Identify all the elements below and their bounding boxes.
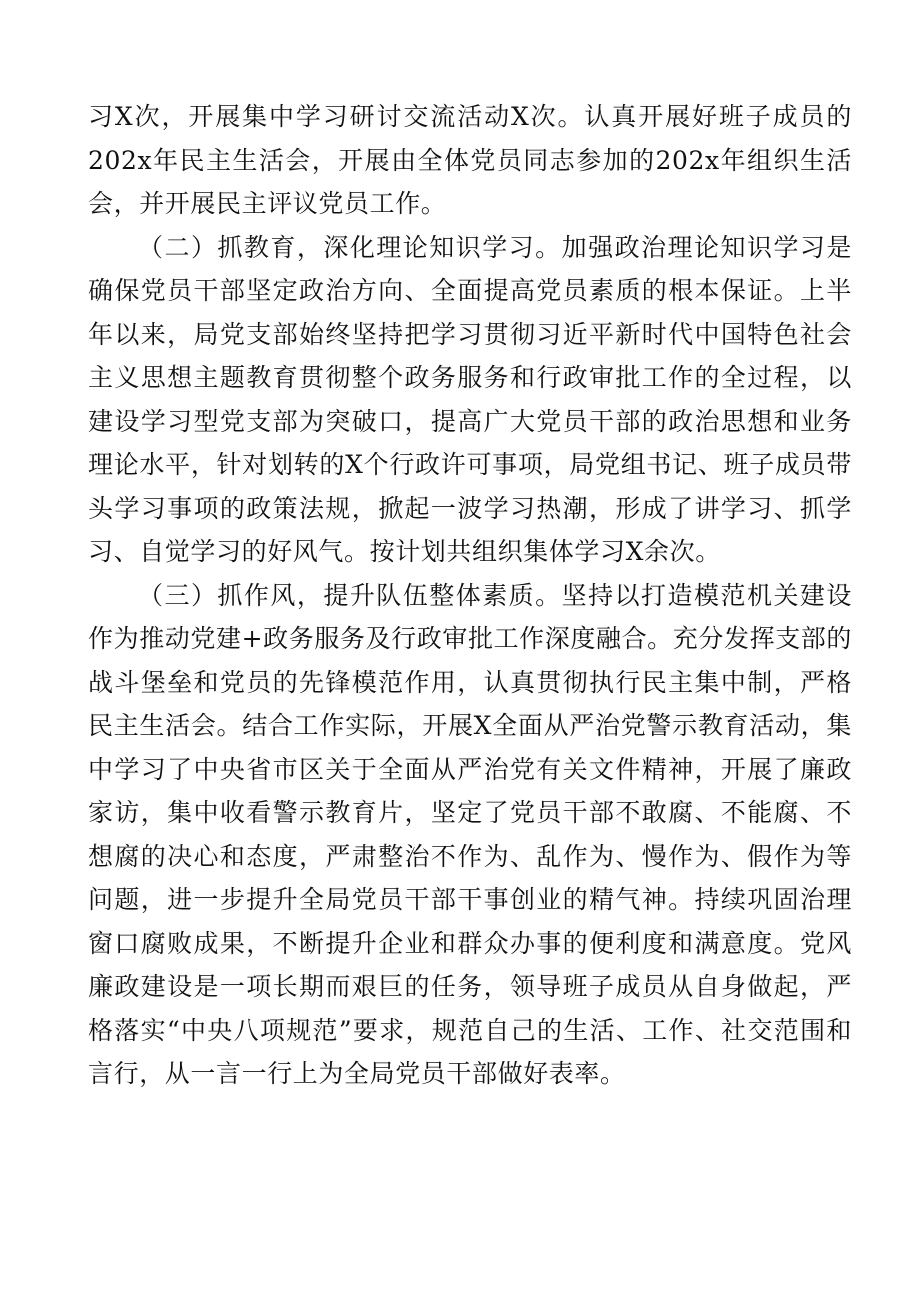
paragraph-work-style: （三）抓作风，提升队伍整体素质。坚持以打造模范机关建设作为推动党建+政务服务及行政审批工作深度融合。充分发挥支部的战斗堡垒和党员的先锋模范作用，认真贯彻执行民主集中制，严格民主生活会。结合工作实际，开展X全面从严治党警示教育活动，集中学习了中央省市区关于全面从严治党有关文件精神，开展了廉政家访，集中收看警示教育片，坚定了党员干部不敢腐、不能腐、不想腐的决心和态度，严肃整治不作为、乱作为、慢作为、假作为等问题，进一步提升全局党员干部干事创业的精气神。持续巩固治理窗口腐败成果，不断提升企业和群众办事的便利度和满意度。党风廉政建设是一项长期而艰巨的任务，领导班子成员从自身做起，严格落实“中央八项规范”要求，规范自己的生活、工作、社交范围和言行，从一言一行上为全局党员干部做好表率。 [88, 580, 852, 1088]
paragraph-education: （二）抓教育，深化理论知识学习。加强政治理论知识学习是确保党员干部坚定政治方向、全面提高党员素质的根本保证。上半年以来，局党支部始终坚持把学习贯彻习近平新时代中国特色社会主义思想主题教育贯彻整个政务服务和行政审批工作的全过程，以建设学习型党支部为突破口，提高广大党员干部的政治思想和业务理论水平，针对划转的X个行政许可事项，局党组书记、班子成员带头学习事项的政策法规，掀起一波学习热潮，形成了讲学习、抓学习、自觉学习的好风气。按计划共组织集体学习X余次。 [88, 232, 852, 566]
paragraph-continuation: 习X次，开展集中学习研讨交流活动X次。认真开展好班子成员的202x年民主生活会，开展由全体党员同志参加的202x年组织生活会，并开展民主评议党员工作。 [88, 102, 852, 218]
document-body [88, 95, 852, 1096]
